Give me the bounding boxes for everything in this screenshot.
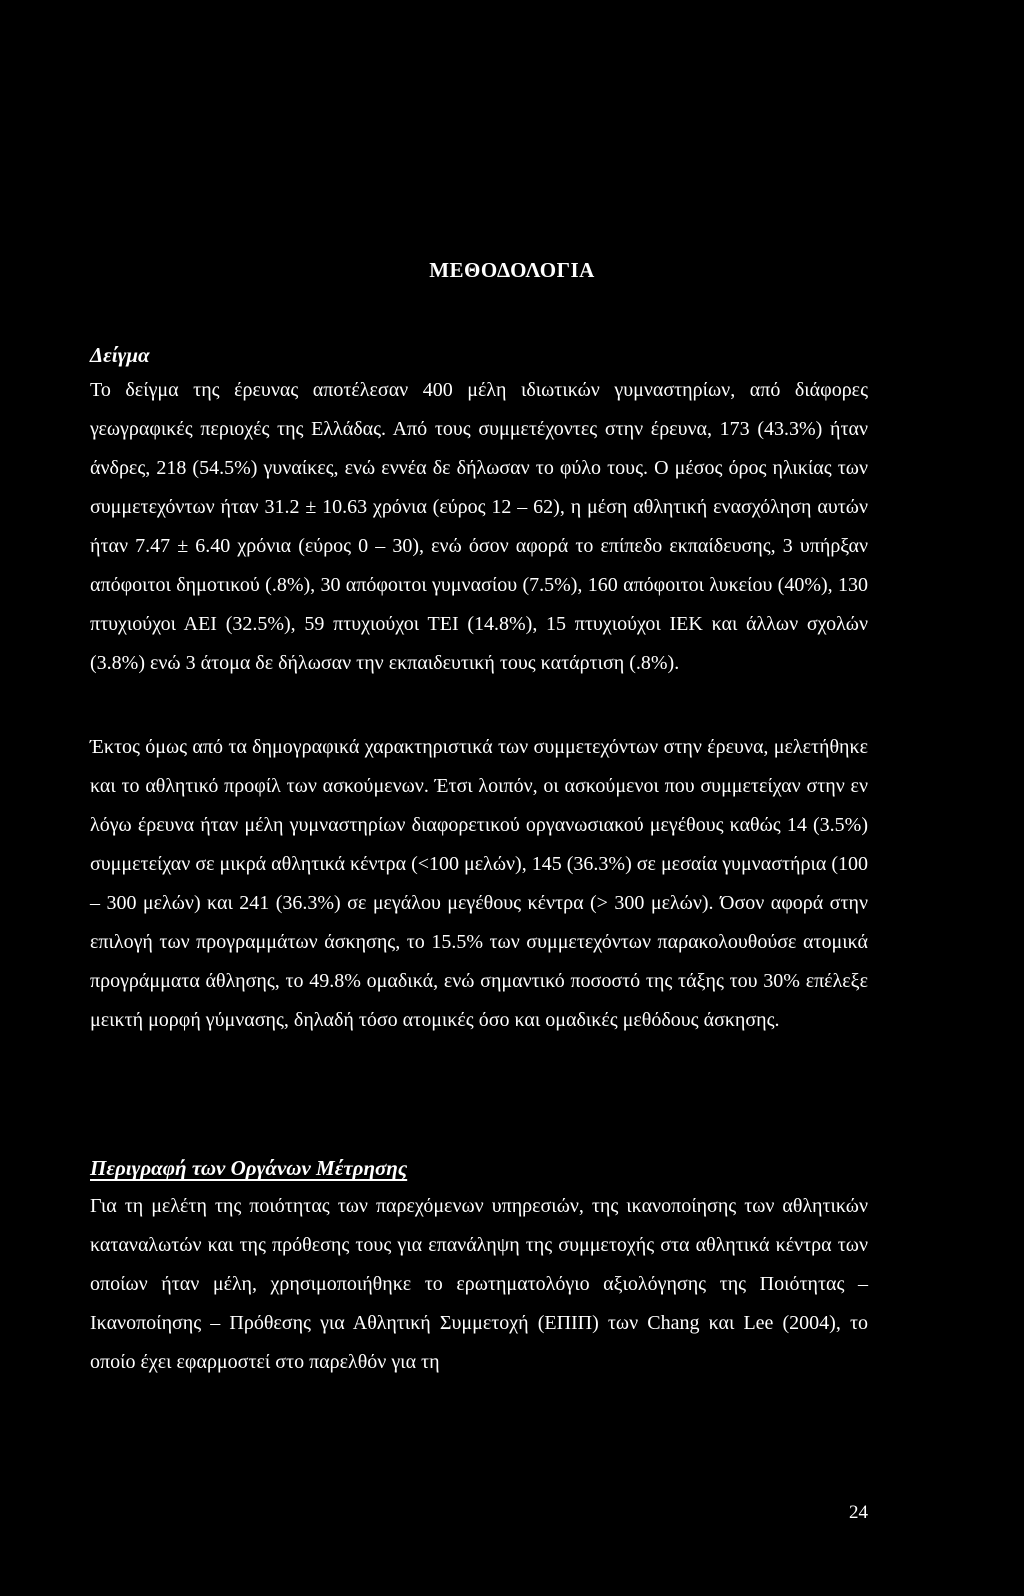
paragraph-sample-demographics: Το δείγμα της έρευνας αποτέλεσαν 400 μέλη ιδιωτικών γυμναστηρίων, από διάφορες γεωγραφικές περιοχές της Ελλάδας. Από τους συμμετέχοντες στην έρευνα, 173 (43.3%) ήταν άνδρες, 218 (54.5%) γυναίκες, ενώ εννέα δε δήλωσαν το φύλο τους. Ο μέσος όρος ηλικίας των συμμετεχόντων ήταν 31.2 ± 10.63 χρόνια (εύρος 12 – 62), η μέση αθλητική ενασχόληση αυτών ήταν 7.47 ± 6.40 χρόνια (εύρος 0 – 30), ενώ όσον αφορά το επίπεδο εκπαίδευσης, 3 υπήρξαν απόφοιτοι δημοτικού (.8%), 30 απόφοιτοι γυμνασίου (7.5%), 160 απόφοιτοι λυκείου (40%), 130 πτυχιούχοι ΑΕΙ (32.5%), 59 πτυχιούχοι ΤΕΙ (14.8%), 15 πτυχιούχοι ΙΕΚ και άλλων σχολών (3.8%) ενώ 3 άτομα δε δήλωσαν την εκπαιδευτική τους κατάρτιση (.8%).	[90, 379, 868, 674]
section-heading-sample: Δείγμα	[90, 343, 150, 367]
page-number: 24	[849, 1502, 868, 1523]
page-title: ΜΕΘΟΔΟΛΟΓΙΑ	[429, 258, 595, 282]
section-heading-instruments: Περιγραφή των Οργάνων Μέτρησης	[90, 1156, 408, 1180]
paragraph-instruments: Για τη μελέτη της ποιότητας των παρεχόμενων υπηρεσιών, της ικανοποίησης των αθλητικών καταναλωτών και της πρόθεσης τους για επανάληψη της συμμετοχής στα αθλητικά κέντρα των οποίων ήταν μέλη, χρησιμοποιήθηκε το ερωτηματολόγιο αξιολόγησης της Ποιότητας – Ικανοποίησης – Πρόθεσης για Αθλητική Συμμετοχή (ΕΠΙΠ) των Chang και Lee (2004), το οποίο έχει εφαρμοστεί στο παρελθόν για τη	[90, 1195, 868, 1373]
paragraph-sample-athletic-profile: Έκτος όμως από τα δημογραφικά χαρακτηριστικά των συμμετεχόντων στην έρευνα, μελετήθηκε και το αθλητικό προφίλ των ασκούμενων. Έτσι λοιπόν, οι ασκούμενοι που συμμετείχαν στην εν λόγω έρευνα ήταν μέλη γυμναστηρίων διαφορετικού οργανωσιακού μεγέθους καθώς 14 (3.5%) συμμετείχαν σε μικρά αθλητικά κέντρα (<100 μελών), 145 (36.3%) σε μεσαία γυμναστήρια (100 – 300 μελών) και 241 (36.3%) σε μεγάλου μεγέθους κέντρα (> 300 μελών). Όσον αφορά στην επιλογή των προγραμμάτων άσκησης, το 15.5% των συμμετεχόντων παρακολουθούσε ατομικά προγράμματα άθλησης, το 49.8% ομαδικά, ενώ σημαντικό ποσοστό της τάξης του 30% επέλεξε μεικτή μορφή γύμνασης, δηλαδή τόσο ατομικές όσο και ομαδικές μεθόδους άσκησης.	[90, 736, 868, 1031]
